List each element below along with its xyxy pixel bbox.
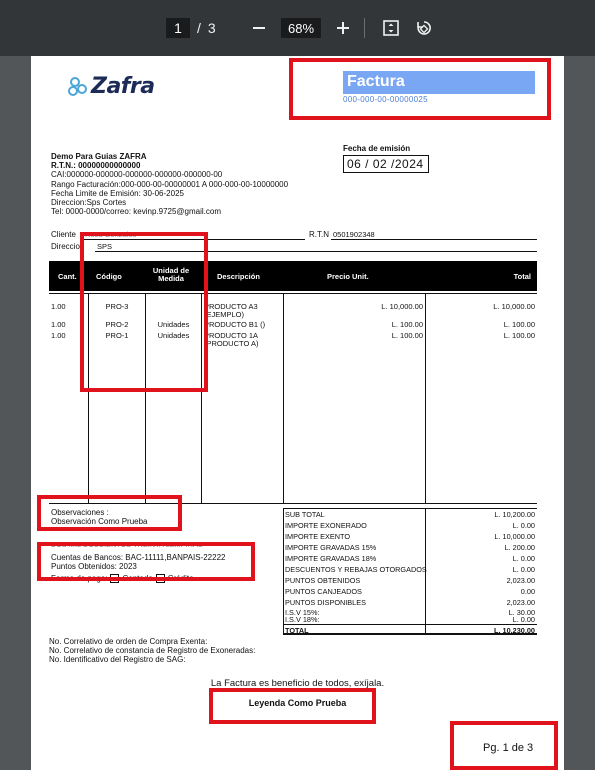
plus-icon	[336, 21, 350, 35]
totals-label: IMPORTE GRAVADAS 18%	[285, 554, 377, 563]
note-line: No. Correlativo de orden de Compra Exenta:	[49, 637, 208, 646]
credit-label: Crédito	[167, 574, 194, 583]
totals-value: L. 10,200.00	[494, 510, 535, 519]
totals-label: PUNTOS OBTENIDOS	[285, 576, 361, 585]
totals-value: 2,023.00	[506, 576, 535, 585]
isv-row	[283, 608, 537, 624]
isv-15-value: L. 30.00	[508, 608, 535, 617]
total-label: TOTAL	[285, 626, 309, 635]
annotation-highlight-box	[209, 688, 376, 724]
observations-text: Observación Como Prueba	[51, 517, 148, 526]
row-price: L. 100.00	[391, 320, 423, 329]
totals-row	[283, 564, 537, 575]
company-contact: Tel: 0000-0000/correo: kevinp.9725@gmail.com	[51, 207, 221, 217]
totals-value: L. 0.00	[512, 554, 535, 563]
totals-label: DESCUENTOS Y REBAJAS OTORGADOS	[285, 565, 427, 574]
total-value: L. 10,230.00	[494, 626, 535, 635]
totals-row	[283, 520, 537, 531]
rotate-icon	[415, 19, 433, 37]
header-total: Total	[513, 272, 531, 281]
header-qty: Cant.	[58, 272, 77, 281]
pdf-toolbar	[0, 0, 595, 56]
totals-row	[283, 542, 537, 553]
totals-row	[283, 586, 537, 597]
footer-notes	[49, 637, 255, 664]
row-unit: Unidades	[157, 320, 190, 329]
rtn-value: 0501902348	[331, 230, 537, 240]
zoom-out-button[interactable]	[245, 14, 273, 42]
totals-label: IMPORTE EXENTO	[285, 532, 351, 541]
row-code: PRO-2	[105, 320, 129, 329]
company-name: Demo Para Guias ZAFRA	[51, 152, 147, 161]
row-unit: Unidades	[157, 331, 190, 340]
isv-18-value: L. 0.00	[512, 615, 535, 624]
zoom-level[interactable]: 68%	[281, 18, 321, 38]
header-unit-line1: Unidad de	[152, 266, 190, 275]
totals-value: L. 0.00	[512, 565, 535, 574]
address-label: Direccion	[51, 242, 85, 251]
cash-label: Contado	[122, 574, 153, 583]
fit-page-icon	[382, 19, 400, 37]
company-limit-date: Fecha Limite de Emisión: 30-06-2025	[51, 188, 184, 198]
invoice-title: Factura	[347, 73, 405, 90]
client-value: Rosa Gonzales	[83, 230, 305, 240]
minus-icon	[252, 21, 266, 35]
totals-row	[283, 531, 537, 542]
totals-value: L. 0.00	[512, 521, 535, 530]
isv-18-label: I.S.V 18%:	[285, 615, 320, 624]
observations-label: Observaciones :	[51, 508, 109, 517]
row-code: PRO-3	[105, 302, 129, 311]
brand-name: Zafra	[91, 74, 155, 99]
annotation-highlight-box	[450, 721, 558, 770]
totals-label: PUNTOS CANJEADOS	[285, 587, 362, 596]
header-unit-price: Precio Unit.	[327, 272, 369, 281]
company-cai: CAI:000000-000000-000000-000000-000000-00	[51, 170, 223, 180]
row-description-2: (PRODUCTO A)	[204, 339, 259, 348]
toolbar-divider	[364, 18, 365, 38]
company-info	[51, 152, 288, 216]
annotation-highlight-box	[37, 542, 255, 581]
address-value: SPS	[95, 242, 537, 252]
note-line: No. Correlativo de constancia de Registro de Exoneradas:	[49, 646, 256, 655]
bank-accounts: Cuentas de Bancos: BAC-11111,BANPAIS-22222	[51, 553, 226, 562]
row-qty: 1.00	[51, 331, 66, 340]
totals-row	[283, 575, 537, 586]
totals-row	[283, 553, 537, 564]
invoice-number: 000-000-00-00000025	[343, 95, 428, 104]
row-code: PRO-1	[105, 331, 129, 340]
page-number-input[interactable]	[166, 18, 190, 38]
header-code: Código	[96, 272, 122, 281]
totals-row	[283, 509, 537, 520]
annotation-highlight-box	[37, 495, 182, 531]
totals-label: IMPORTE EXONERADO	[285, 521, 367, 530]
amount-in-words: DOS MIL DOSCIENTOS TREINTA LEMPIRAS	[51, 542, 203, 549]
invoice-page	[31, 56, 564, 770]
row-price: L. 100.00	[391, 331, 423, 340]
fit-page-button[interactable]	[377, 14, 405, 42]
totals-value: 0.00	[520, 587, 535, 596]
company-address: Direccion:Sps Cortes	[51, 198, 127, 208]
note-line: No. Identificativo del Registro de SAG:	[49, 655, 186, 664]
page-number-label: Pg. 1 de 3	[483, 742, 534, 754]
header-description: Descripción	[217, 272, 260, 281]
totals-row	[283, 597, 537, 608]
row-description: PRODUCTO A3	[204, 302, 258, 311]
row-qty: 1.00	[51, 320, 66, 329]
annotation-highlight-box	[289, 58, 551, 120]
payment-label: Forma de pago:	[51, 574, 108, 583]
row-description: PRODUCTO B1 ()	[204, 320, 266, 329]
date-label: Fecha de emisión	[343, 144, 411, 153]
totals-label: IMPORTE GRAVADAS 15%	[285, 543, 377, 552]
page-separator: /	[197, 20, 201, 36]
row-description: PRODUCTO 1A	[204, 331, 259, 340]
benefit-text: La Factura es beneficio de todos, exíjala.	[210, 678, 385, 689]
total-pages: 3	[207, 20, 216, 36]
row-qty: 1.00	[51, 302, 66, 311]
zafra-logo-icon	[67, 76, 89, 98]
company-range: Rango Facturación:000-000-00-00000001 A 000-000-00-10000000	[51, 179, 289, 189]
company-logo	[67, 74, 155, 99]
points-obtained: Puntos Obtenidos: 2023	[51, 562, 137, 571]
totals-value: L. 10,000.00	[494, 532, 535, 541]
zoom-in-button[interactable]	[329, 14, 357, 42]
totals-table	[283, 508, 537, 635]
totals-value: L. 200.00	[504, 543, 535, 552]
totals-value: 2,023.00	[506, 598, 535, 607]
totals-label: PUNTOS DISPONIBLES	[285, 598, 366, 607]
row-description-2: (EJEMPLO)	[204, 310, 245, 319]
rotate-button[interactable]	[410, 14, 438, 42]
row-total: L. 100.00	[503, 331, 535, 340]
header-unit-line2: Medida	[158, 274, 184, 283]
row-total: L. 100.00	[503, 320, 535, 329]
grand-total-row	[283, 624, 537, 635]
totals-label: SUB TOTAL	[285, 510, 325, 519]
isv-15-label: I.S.V 15%:	[285, 608, 320, 617]
rtn-label: R.T.N	[309, 230, 329, 239]
legend-text: Leyenda Como Prueba	[248, 698, 347, 708]
annotation-highlight-box	[80, 232, 208, 392]
row-price: L. 10,000.00	[381, 302, 423, 311]
row-total: L. 10,000.00	[493, 302, 535, 311]
client-label: Cliente	[51, 230, 76, 239]
page-indicator	[166, 18, 216, 38]
issue-date: 06 / 02 /2024	[343, 155, 429, 173]
company-rtn: R.T.N.: 00000000000000	[51, 161, 141, 171]
